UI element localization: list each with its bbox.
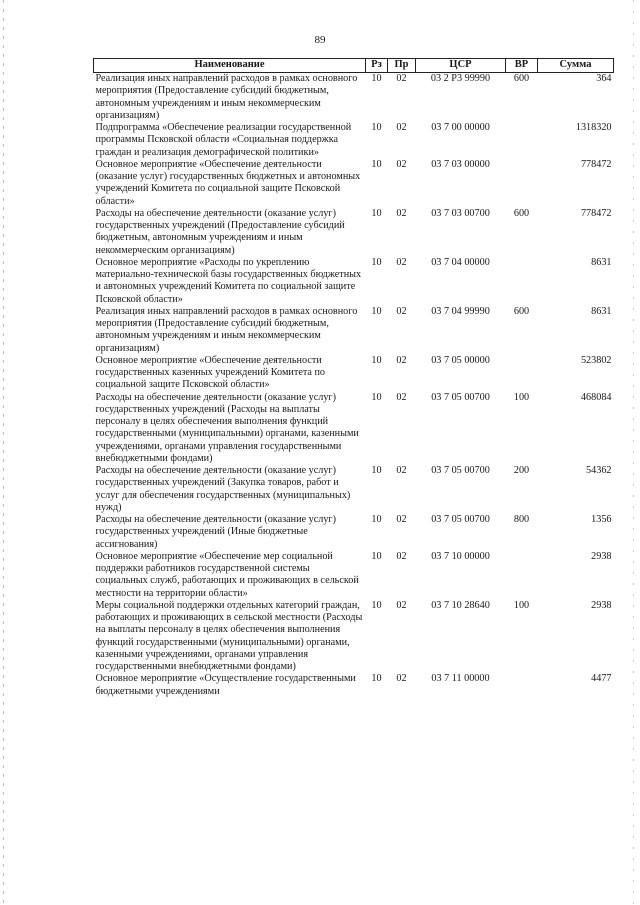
row-sum: 778472 <box>580 158 612 170</box>
budget-table <box>93 58 614 698</box>
table-row <box>94 257 614 306</box>
row-sum: 8631 <box>591 305 612 317</box>
row-name: Реализация иных направлений расходов в рамках основного мероприятия (Предоставление субсидий бюджетным, автономным учреждениям и иным некоммерческим организациям) <box>94 73 366 123</box>
header-csr: ЦСР <box>416 59 506 73</box>
row-sum: 778472 <box>580 207 612 219</box>
row-pr: 02 <box>396 599 407 611</box>
header-name: Наименование <box>94 59 366 73</box>
row-rz: 10 <box>371 354 382 366</box>
row-name: Расходы на обеспечение деятельности (оказание услуг) государственных учреждений (Расходы на выплаты персоналу в целях обеспечения выполнения функций государственными (муниципальными) органами, казенными учреждениями, органами управления государственными внебюджетными фондами) <box>95 391 359 464</box>
row-sum: 1356 <box>591 514 612 525</box>
table-row <box>94 465 614 514</box>
row-rz: 10 <box>371 673 382 685</box>
table-row <box>94 551 614 600</box>
row-csr: 03 7 03 00700 <box>431 207 490 219</box>
table-row <box>94 514 614 551</box>
table-row <box>94 600 614 674</box>
table-row <box>94 122 614 159</box>
row-vr: 800 <box>513 514 530 525</box>
table-row <box>94 73 614 123</box>
row-csr: 03 7 05 00700 <box>431 465 490 476</box>
row-rz: 10 <box>371 514 382 525</box>
row-rz: 10 <box>371 465 382 476</box>
row-pr: 02 <box>396 391 407 403</box>
row-vr <box>506 673 538 698</box>
row-csr: 03 7 10 00000 <box>431 550 490 562</box>
row-rz: 10 <box>371 256 382 268</box>
header-pr: Пр <box>388 59 416 73</box>
table-row <box>94 208 614 257</box>
row-sum: 523802 <box>580 354 612 366</box>
row-csr: 03 7 03 00000 <box>431 158 490 170</box>
row-csr: 03 2 Р3 99990 <box>416 73 506 123</box>
scan-edge-right <box>633 0 634 905</box>
row-name: Основное мероприятие «Расходы по укреплению материально-технической базы государственных бюджетных и автономных учреждений Комитета по социальной защите Псковской области» <box>95 256 362 305</box>
row-vr: 600 <box>513 207 530 219</box>
page-number: 89 <box>314 34 326 46</box>
row-pr: 02 <box>396 514 407 525</box>
row-name: Расходы на обеспечение деятельности (оказание услуг) государственных учреждений (Закупка товаров, работ и услуг для обеспечения государственных (муниципальных) нужд) <box>95 465 351 513</box>
row-rz: 10 <box>371 207 382 219</box>
row-vr <box>506 551 538 600</box>
row-vr <box>506 355 538 392</box>
row-csr: 03 7 00 00000 <box>431 122 490 133</box>
table-row <box>94 159 614 208</box>
row-vr: 600 <box>513 305 530 317</box>
row-csr: 03 7 11 00000 <box>431 673 490 685</box>
row-pr: 02 <box>396 207 407 219</box>
row-sum: 364 <box>538 73 614 123</box>
row-vr <box>506 257 538 306</box>
row-pr: 02 <box>396 465 407 476</box>
row-vr <box>506 122 538 159</box>
row-sum: 468084 <box>580 391 612 403</box>
scan-edge-left <box>3 0 4 905</box>
row-vr <box>506 159 538 208</box>
row-csr: 03 7 10 28640 <box>431 599 490 611</box>
row-name: Подпрограмма «Обеспечение реализации государственной программы Псковской области «Социальная поддержка граждан и реализация демографической политики» <box>95 122 352 158</box>
table-row <box>94 355 614 392</box>
row-name: Реализация иных направлений расходов в рамках основного мероприятия (Предоставление субсидий бюджетным, автономным учреждениям и иным некоммерческим организациям) <box>95 305 358 354</box>
table-row <box>94 306 614 355</box>
row-pr: 02 <box>388 73 416 123</box>
row-pr: 02 <box>396 256 407 268</box>
row-csr: 03 7 04 00000 <box>431 256 490 268</box>
row-pr: 02 <box>396 305 407 317</box>
row-name: Расходы на обеспечение деятельности (оказание услуг) государственных учреждений (Предоставление субсидий бюджетным, автономным учреждениям и иным некоммерческим организациям) <box>95 207 345 256</box>
row-pr: 02 <box>396 122 407 133</box>
table-row <box>94 392 614 466</box>
table-row <box>94 673 614 698</box>
row-rz: 10 <box>371 391 382 403</box>
header-sum: Сумма <box>538 59 614 73</box>
row-name: Основное мероприятие «Обеспечение мер социальной поддержки работников государственной системы социальных служб, работающих и проживающих в сельской местности на территории области» <box>95 550 359 599</box>
row-name: Основное мероприятие «Осуществление государственными бюджетными учреждениями <box>95 673 356 697</box>
row-sum: 4477 <box>591 673 612 685</box>
row-name: Меры социальной поддержки отдельных категорий граждан, работающих и проживающих в сельской местности (Расходы на выплаты персоналу в целях обеспечения выполнения функций государственными (муниципальными) органами, казенными учреждениями, органами управления государственными внебюджетными фондами) <box>95 599 363 672</box>
row-vr: 600 <box>506 73 538 123</box>
header-vr: ВР <box>506 59 538 73</box>
row-csr: 03 7 05 00700 <box>431 514 490 525</box>
row-csr: 03 7 05 00000 <box>431 354 490 366</box>
row-sum: 8631 <box>591 256 612 268</box>
row-rz: 10 <box>371 122 382 133</box>
row-name: Основное мероприятие «Обеспечение деятельности государственных казенных учреждений Комитета по социальной защите Псковской области» <box>95 354 326 391</box>
row-csr: 03 7 04 99990 <box>431 305 490 317</box>
row-sum: 54362 <box>586 465 612 476</box>
row-rz: 10 <box>371 599 382 611</box>
row-csr: 03 7 05 00700 <box>431 391 490 403</box>
row-vr: 200 <box>513 465 530 476</box>
table-header-row <box>94 59 614 73</box>
row-vr: 100 <box>513 599 530 611</box>
row-vr: 100 <box>513 391 530 403</box>
row-pr: 02 <box>396 673 407 685</box>
row-name: Основное мероприятие «Обеспечение деятельности (оказание услуг) государственных бюджетных и автономных учреждений Комитета по социальной защите Псковской области» <box>95 158 361 207</box>
row-pr: 02 <box>396 550 407 562</box>
row-sum: 2938 <box>591 599 612 611</box>
row-pr: 02 <box>396 354 407 366</box>
row-pr: 02 <box>396 158 407 170</box>
row-name: Расходы на обеспечение деятельности (оказание услуг) государственных учреждений (Иные бюджетные ассигнования) <box>95 514 337 550</box>
row-sum: 2938 <box>591 550 612 562</box>
header-rz: Рз <box>366 59 388 73</box>
row-sum: 1318320 <box>575 122 612 133</box>
row-rz: 10 <box>371 550 382 562</box>
row-rz: 10 <box>371 158 382 170</box>
row-rz: 10 <box>371 305 382 317</box>
row-rz: 10 <box>366 73 388 123</box>
